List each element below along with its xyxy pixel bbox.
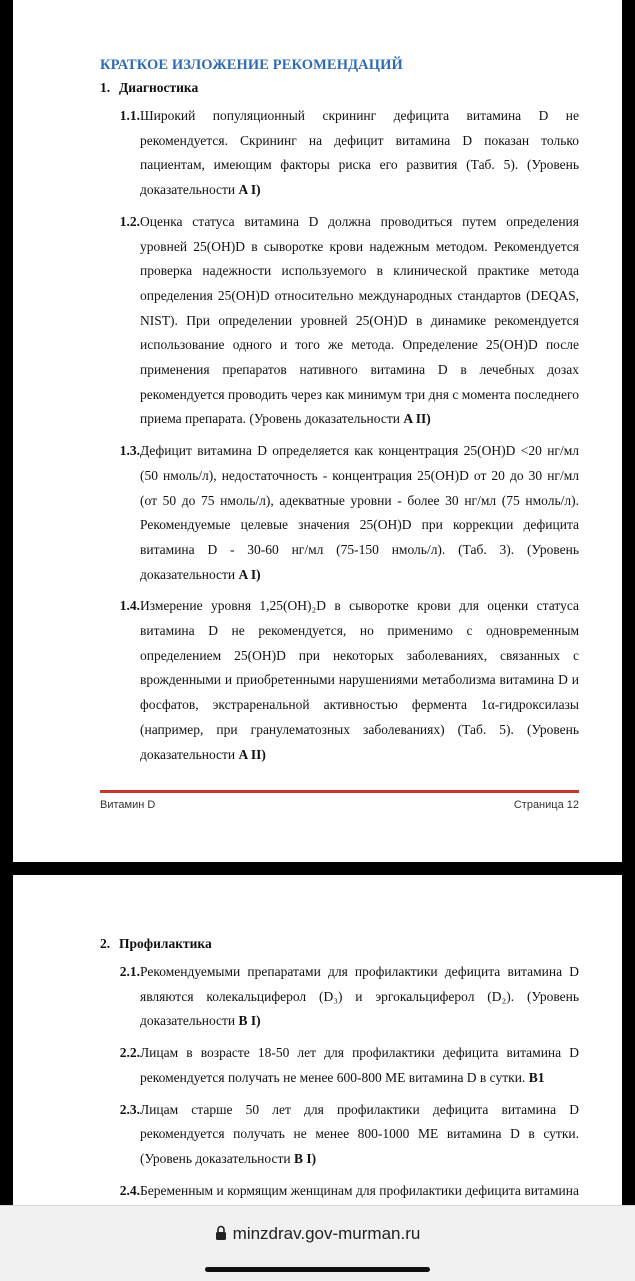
item-text	[140, 594, 579, 767]
lock-icon	[215, 1225, 227, 1246]
section-number: 1.	[100, 80, 111, 95]
browser-address-bar[interactable]	[0, 1205, 635, 1281]
recommendation-item	[100, 1041, 579, 1090]
item-text	[140, 104, 579, 203]
url-text: minzdrav.gov-murman.ru	[232, 1224, 421, 1243]
item-number: 1.3.	[119, 443, 140, 459]
page-content	[100, 57, 579, 774]
recommendation-item	[100, 439, 579, 587]
item-number: 1.4.	[119, 598, 140, 614]
item-number: 1.1.	[119, 108, 140, 123]
item-text	[140, 439, 579, 587]
recommendation-item	[100, 104, 579, 203]
item-number: 2.2.	[119, 1045, 140, 1061]
section-number: 2.	[100, 936, 111, 951]
item-text	[140, 960, 579, 1034]
page-content	[100, 934, 579, 1235]
item-text	[140, 1098, 579, 1172]
evidence-level: A II)	[403, 411, 431, 427]
item-body: Измерение уровня 1,25(OH)₂D в сыворотке крови для оценки статуса витамина D не рекомендуется, но применимо с одновременным определением 25(OH)D при некоторых заболеваниях, связанных с врожденными и приобретенными нарушениями метаболизма витамина D и фосфатов, экстраренальной активностью фермента 1α-гидроксилазы (например, при гранулематозных заболеваниях) (Таб. 5). (Уровень доказательности	[140, 598, 579, 762]
section-label: Диагностика	[119, 80, 199, 95]
item-text	[140, 1041, 579, 1090]
recommendation-item	[100, 210, 579, 432]
evidence-level: B I)	[293, 1150, 317, 1166]
evidence-level: A II)	[238, 746, 266, 762]
item-number: 2.3.	[119, 1101, 140, 1117]
item-body: Оценка статуса витамина D должна проводиться путем определения уровней 25(OH)D в сыворотке крови надежным методом. Рекомендуется проверка надежности используемого в клинической практике метода определения 25(OH)D относительно международных стандартов (DEQAS, NIST). При определении уровней 25(OH)D в динамике рекомендуется использование одного и того же метода. Определение 25(OH)D после применения препаратов нативного витамина D в лечебных дозах рекомендуется проводить через как минимум три дня с момента последнего приема препарата. (Уровень доказательности	[140, 213, 579, 427]
recommendation-item	[100, 594, 579, 767]
item-body: Дефицит витамина D определяется как концентрация 25(OH)D <20 нг/мл (50 нмоль/л), недостаточность - концентрация 25(OH)D от 20 до 30 нг/мл (от 50 до 75 нмоль/л), адекватные уровни - более 30 нг/мл (75 нмоль/л). Рекомендуемые целевые значения 25(OH)D при коррекции дефицита витамина D - 30-60 нг/мл (75-150 нмоль/л). (Таб. 3). (Уровень доказательности	[140, 443, 579, 582]
section-heading-diagnostics	[100, 78, 579, 98]
item-body: Лицам старше 50 лет для профилактики дефицита витамина D рекомендуется получать не менее 800-1000 МЕ витамина D в сутки. (Уровень доказательности	[140, 1101, 579, 1166]
page-footer	[100, 790, 579, 811]
item-body: Рекомендуемыми препаратами для профилактики дефицита витамина D являются колекальциферол (D₃) и эргокальциферол (D₂). (Уровень доказательности	[140, 964, 579, 1029]
evidence-level: B I)	[238, 1013, 261, 1029]
item-text	[140, 210, 579, 432]
item-number: 1.2.	[119, 213, 140, 229]
recommendation-item	[100, 1098, 579, 1172]
item-number: 2.4.	[119, 1182, 140, 1198]
url-display[interactable]	[0, 1224, 635, 1246]
section-label: Профилактика	[119, 936, 212, 951]
evidence-level: A I)	[238, 182, 261, 198]
page-title: КРАТКОЕ ИЗЛОЖЕНИЕ РЕКОМЕНДАЦИЙ	[100, 57, 403, 73]
item-body: Широкий популяционный скрининг дефицита витамина D не рекомендуется. Скрининг на дефицит витамина D показан только пациентам, имеющим факторы риска его развития (Таб. 5). (Уровень доказательности	[140, 108, 579, 198]
home-indicator[interactable]	[205, 1267, 430, 1272]
recommendation-item	[100, 960, 579, 1034]
footer-page-number: Страница 12	[513, 799, 579, 811]
evidence-level: A I)	[238, 566, 261, 582]
item-body: Лицам в возрасте 18-50 лет для профилактики дефицита витамина D рекомендуется получать не менее 600-800 МЕ витамина D в сутки.	[140, 1045, 579, 1085]
document-page-12	[13, 0, 622, 862]
document-page-13	[13, 875, 622, 1205]
footer-document-name: Витамин D	[100, 799, 156, 811]
evidence-level: B1	[528, 1069, 545, 1085]
item-number: 2.1.	[119, 964, 140, 979]
item-body: Беременным и кормящим женщинам для профилактики дефицита витамина	[140, 1182, 579, 1198]
section-heading-prevention	[100, 934, 579, 954]
